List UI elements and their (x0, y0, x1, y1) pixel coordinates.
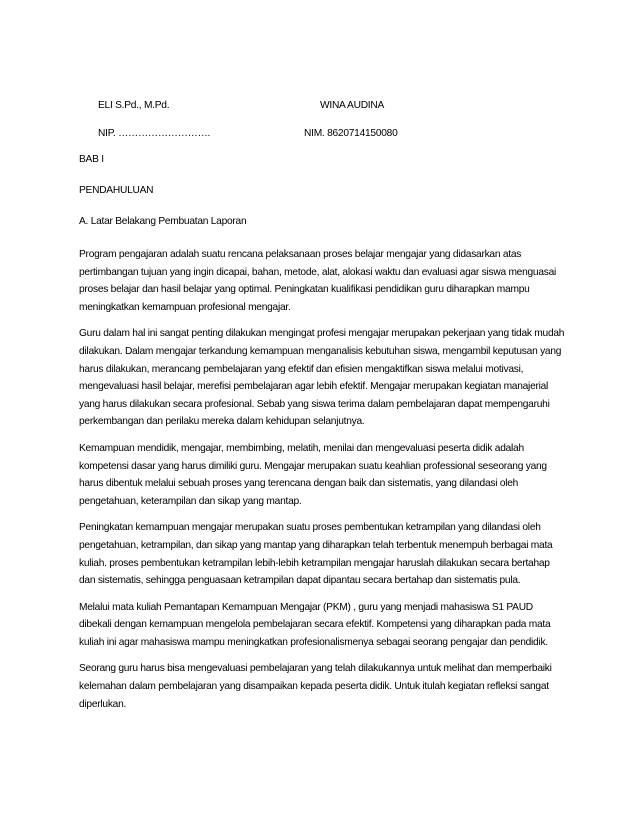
chapter-label: BAB I (79, 154, 104, 165)
signature-names-row (0, 100, 638, 114)
student-nim: NIM. 8620714150080 (304, 128, 398, 139)
paragraph: Guru dalam hal ini sangat penting dilakukan mengingat profesi mengajar merupakan pekerjaan yang tidak mudah dilakukan. Dalam mengajar terkandung kemampuan menganalisis kebutuhan siswa, mengambil keputusan yang harus dilakukan, merancang pembelajaran yang efektif dan efisien mengaktifkan siswa melalui motivasi, mengevaluasi hasil belajar, merefisi pembelajaran agar lebih efektif. Mengajar merupakan kegiatan manajerial yang harus dilakukan secara profesional. Sebab yang siswa terima dalam pembelajaran dapat mempengaruhi perkembangan dan perilaku mereka dalam kehidupan selanjutnya. (79, 328, 565, 428)
supervisor-name: ELI S.Pd., M.Pd. (98, 100, 170, 111)
paragraph: Kemampuan mendidik, mengajar, membimbing, melatih, menilai dan mengevaluasi peserta didik adalah kompetensi dasar yang harus dimiliki guru. Mengajar merupakan suatu keahlian professional seseorang yang harus dibentuk melalui sebuah proses yang terencana dengan baik dan sistematis, yang dilandasi oleh pengetahuan, keterampilan dan sikap yang mantap. (79, 442, 547, 507)
supervisor-nip: NIP. ………………………. (98, 128, 211, 139)
paragraph: Seorang guru harus bisa mengevaluasi pembelajaran yang telah dilakukannya untuk melihat dan memperbaiki kelemahan dalam pembelajaran yang disampaikan kepada peserta didik. Untuk itulah kegiatan refleksi sangat diperlukan. (79, 663, 552, 710)
section-heading: A. Latar Belakang Pembuatan Laporan (79, 216, 247, 227)
paragraph: Program pengajaran adalah suatu rencana pelaksanaan proses belajar mengajar yang didasarkan atas pertimbangan tujuan yang ingin dicapai, bahan, metode, alat, alokasi waktu dan evaluasi agar siswa menguasai proses belajar dan hasil belajar yang optimal. Peningkatan kualifikasi pendidikan guru diharapkan mampu meningkatkan kemampuan profesional mengajar. (79, 249, 557, 313)
document-body (79, 153, 567, 722)
signature-ids-row (0, 128, 638, 142)
student-name: WINA AUDINA (320, 100, 385, 111)
paragraph: Melalui mata kuliah Pemantapan Kemampuan Mengajar (PKM) , guru yang menjadi mahasiswa S1 PAUD dibekali dengan kemampuan mengelola pembelajaran secara efektif. Kompetensi yang diharapkan pada mata kuliah ini agar mahasiswa mampu meningkatkan profesionalismenya sebagai seorang pengajar dan pendidik. (79, 601, 551, 648)
chapter-title: PENDAHULUAN (79, 185, 154, 196)
paragraph: Peningkatan kemampuan mengajar merupakan suatu proses pembentukan ketrampilan yang dilandasi oleh pengetahuan, ketrampilan, dan sikap yang mantap yang diharapkan telah terbentuk menempuh berbagai mata kuliah. proses pembentukan ketrampilan lebih-lebih ketrampilan mengajar haruslah dilakukan secara bertahap dan sistematis, sehingga penguasaan ketrampilan dapat dipantau secara bertahap dan sistematis pula. (79, 522, 553, 587)
